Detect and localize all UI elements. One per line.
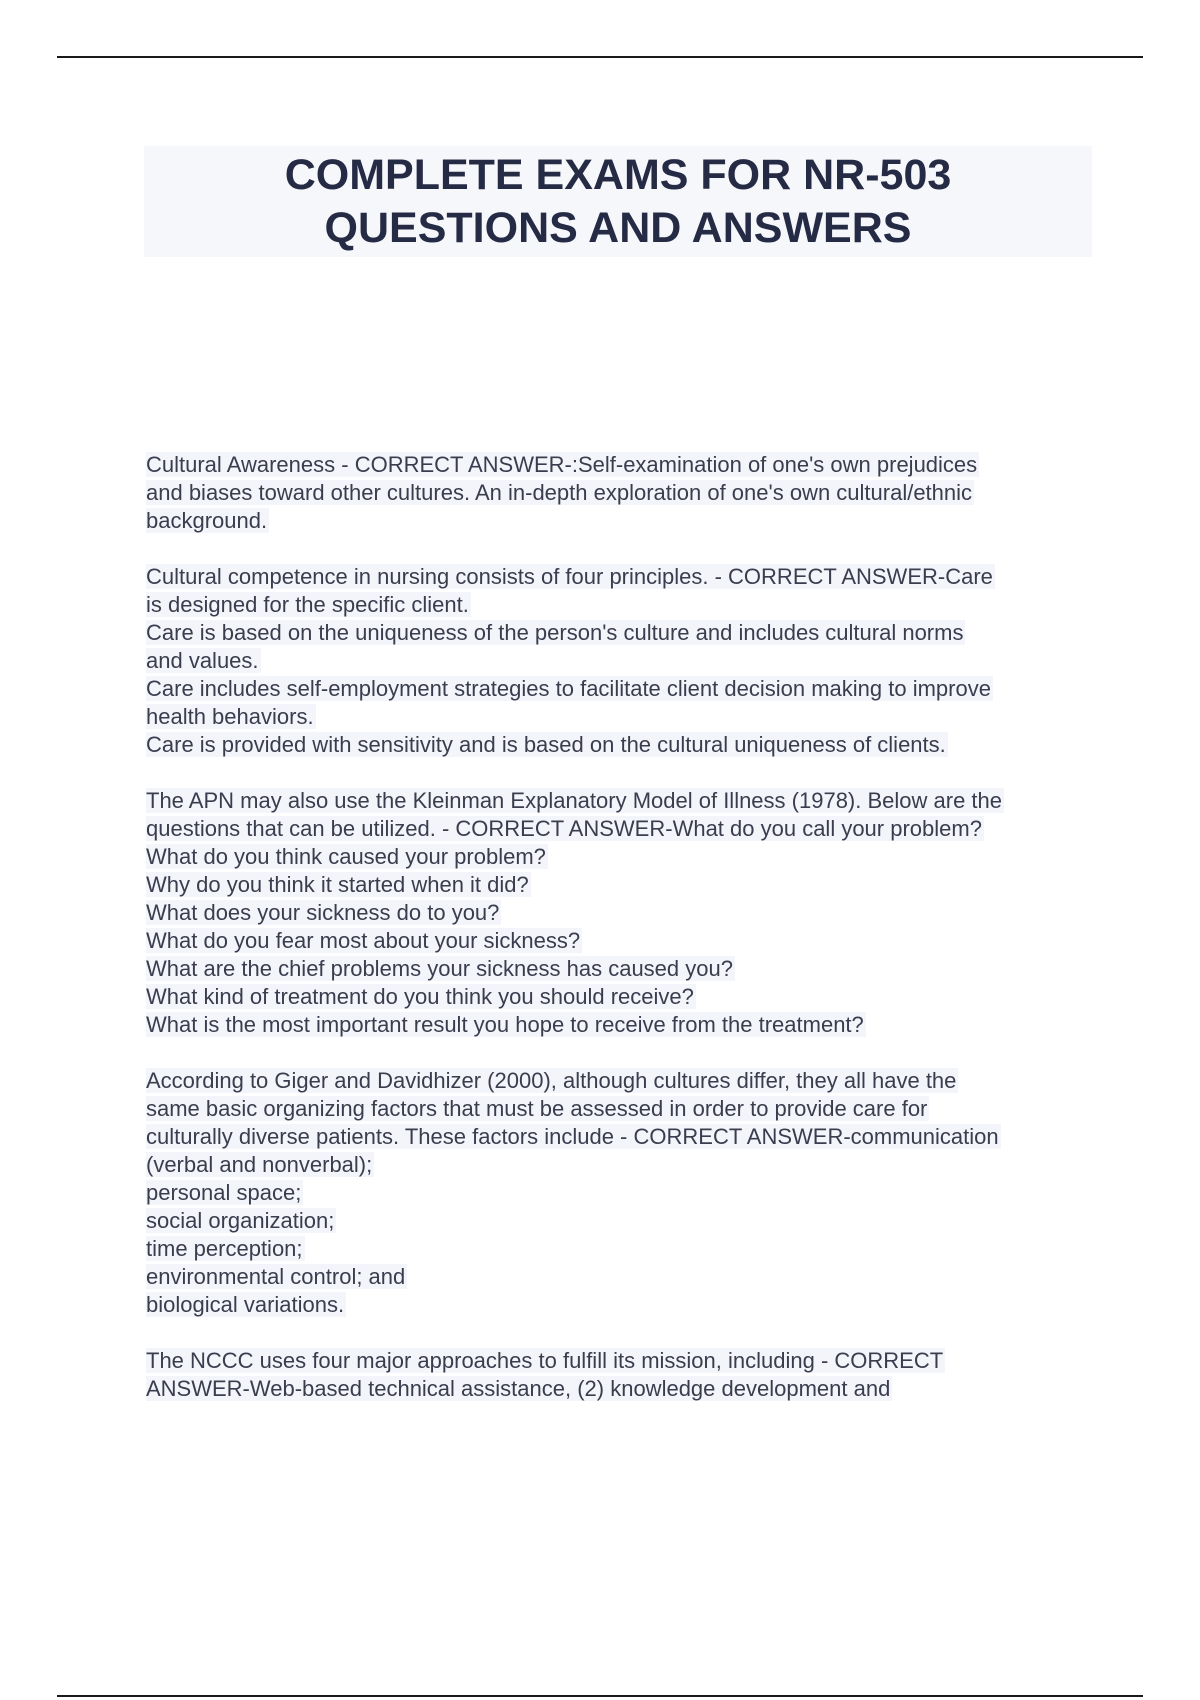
text-line: Why do you think it started when it did?	[146, 872, 529, 897]
qa-block-cultural-competence	[146, 563, 1106, 759]
page-title	[144, 146, 1092, 257]
text-line: The APN may also use the Kleinman Explanatory Model of Illness (1978). Below are the	[146, 788, 1003, 813]
text-line: According to Giger and Davidhizer (2000), although cultures differ, they all have the	[146, 1068, 957, 1093]
bottom-rule	[57, 1695, 1143, 1697]
text-line: What do you fear most about your sickness?	[146, 928, 581, 953]
text-line: Care includes self-employment strategies to facilitate client decision making to improve	[146, 676, 991, 701]
qa-block-nccc	[146, 1347, 1106, 1403]
title-line-2: QUESTIONS AND ANSWERS	[324, 203, 912, 252]
text-line: (verbal and nonverbal);	[146, 1152, 373, 1177]
text-line: What is the most important result you hope to receive from the treatment?	[146, 1012, 864, 1037]
text-line: Care is provided with sensitivity and is based on the cultural uniqueness of clients.	[146, 732, 946, 757]
text-line: ANSWER-Web-based technical assistance, (2) knowledge development and	[146, 1376, 891, 1401]
text-line: What are the chief problems your sickness has caused you?	[146, 956, 733, 981]
text-line: Care is based on the uniqueness of the person's culture and includes cultural norms	[146, 620, 964, 645]
text-line: What do you think caused your problem?	[146, 844, 546, 869]
text-line: social organization;	[146, 1208, 335, 1233]
text-line: personal space;	[146, 1180, 302, 1205]
top-rule	[57, 56, 1143, 58]
text-line: The NCCC uses four major approaches to fulfill its mission, including - CORRECT	[146, 1348, 944, 1373]
title-line-1: COMPLETE EXAMS FOR NR-503	[284, 150, 952, 199]
text-line: What kind of treatment do you think you should receive?	[146, 984, 694, 1009]
text-line: time perception;	[146, 1236, 303, 1261]
text-line: questions that can be utilized. - CORRECT ANSWER-What do you call your problem?	[146, 816, 982, 841]
qa-block-kleinman-model	[146, 787, 1106, 1039]
text-line: same basic organizing factors that must be assessed in order to provide care for	[146, 1096, 928, 1121]
text-line: environmental control; and	[146, 1264, 406, 1289]
text-line: is designed for the specific client.	[146, 592, 469, 617]
text-line: biological variations.	[146, 1292, 345, 1317]
text-line: health behaviors.	[146, 704, 314, 729]
text-line: background.	[146, 508, 268, 533]
qa-content	[146, 451, 1106, 1431]
qa-block-giger-davidhizer	[146, 1067, 1106, 1319]
text-line: and values.	[146, 648, 259, 673]
text-line: and biases toward other cultures. An in-depth exploration of one's own cultural/ethnic	[146, 480, 973, 505]
text-line: culturally diverse patients. These factors include - CORRECT ANSWER-communication	[146, 1124, 999, 1149]
qa-block-cultural-awareness	[146, 451, 1106, 535]
text-line: Cultural Awareness - CORRECT ANSWER-:Self-examination of one's own prejudices	[146, 452, 978, 477]
text-line: What does your sickness do to you?	[146, 900, 500, 925]
text-line: Cultural competence in nursing consists of four principles. - CORRECT ANSWER-Care	[146, 564, 993, 589]
